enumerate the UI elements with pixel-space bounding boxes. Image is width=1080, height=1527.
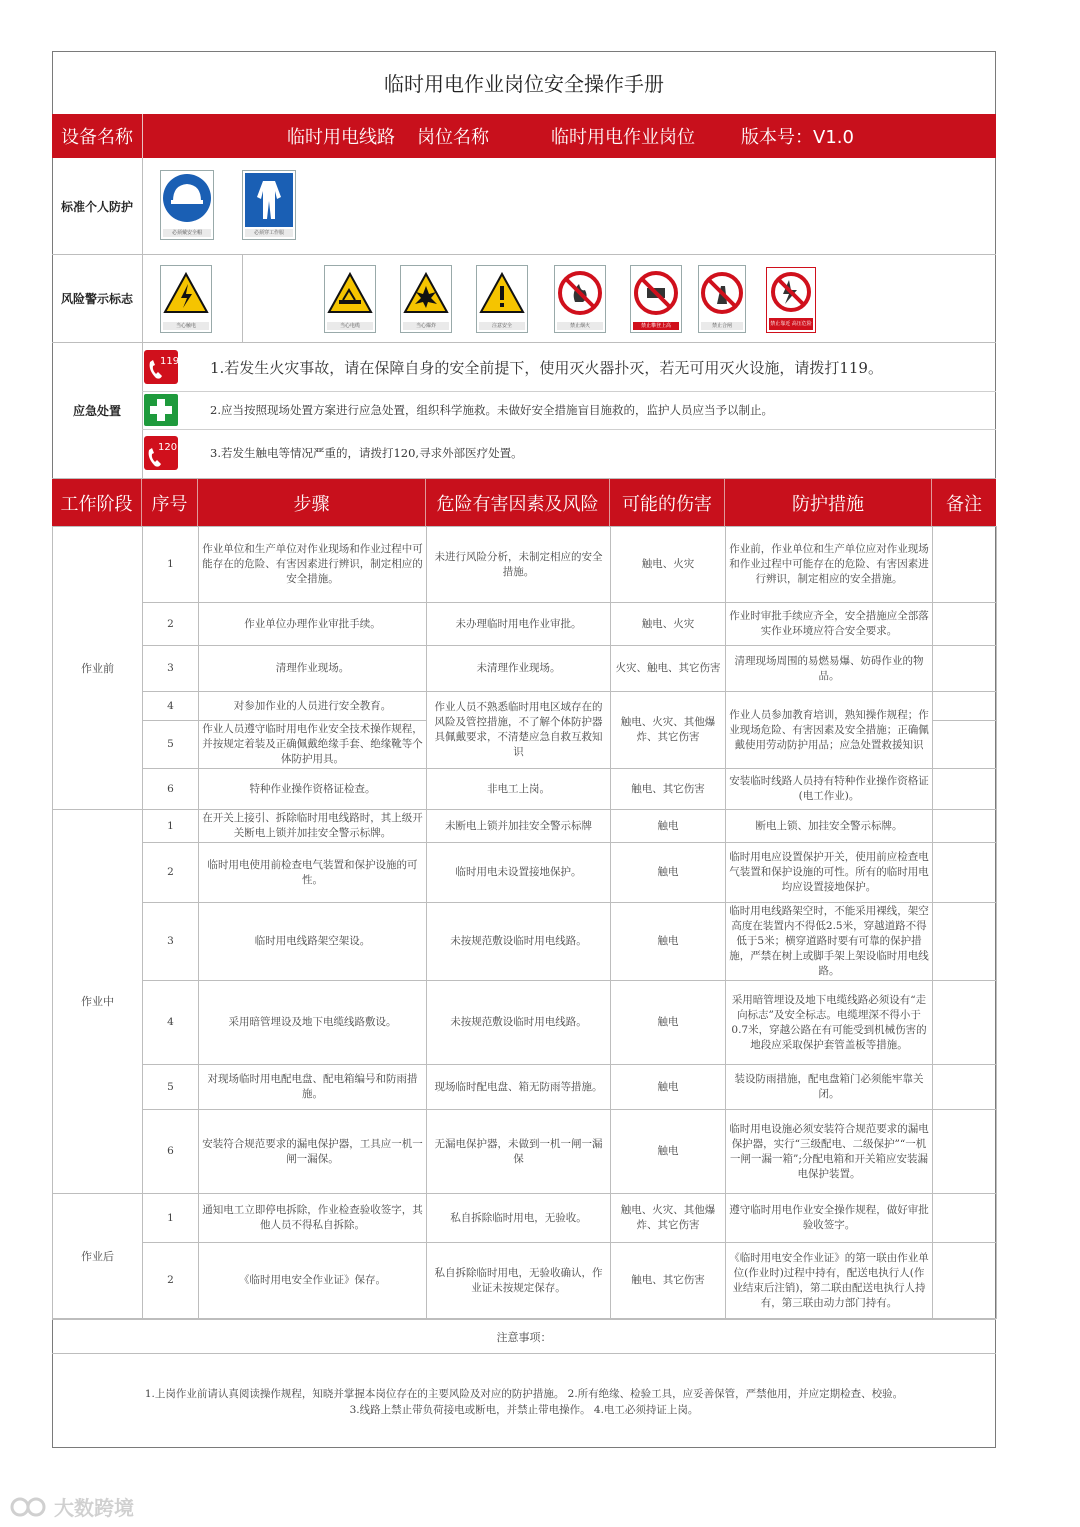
sign-caption: 禁止攀登上高 [633, 322, 679, 330]
injury-cell: 触电 [611, 903, 726, 981]
step-cell: 通知电工立即停电拆除，作业检查验收签字，其他人员不得私自拆除。 [199, 1194, 427, 1243]
no-touch-icon [698, 265, 746, 333]
measure-cell: 临时用电线路架空时，不能采用裸线，架空高度在装置内不得低2.5米，穿越道路不得低于5米；横穿道路时要有可靠的保护措施，严禁在树上或脚手架上架设临时用电线路。 [726, 903, 933, 981]
step-cell: 安装符合规范要求的漏电保护器，工具应一机一闸一漏保。 [199, 1110, 427, 1194]
injury-cell: 火灾、触电、其它伤害 [611, 646, 726, 692]
hazard-cell: 私自拆除临时用电，无验收确认，作业证未按规定保存。 [427, 1243, 611, 1319]
step-cell: 在开关上接引、拆除临时用电线路时，其上级开关断电上锁并加挂安全警示标牌。 [199, 810, 427, 843]
hazard-cell: 现场临时配电盘、箱无防雨等措施。 [427, 1065, 611, 1110]
measure-cell: 遵守临时用电作业安全操作规程，做好审批验收签字。 [726, 1194, 933, 1243]
step-cell: 对现场临时用电配电盘、配电箱编号和防雨措施。 [199, 1065, 427, 1110]
notes-heading: 注意事项： [52, 1319, 996, 1354]
note-cell [933, 1243, 997, 1319]
injury-cell: 触电 [611, 1065, 726, 1110]
electric-cable-warning-icon [324, 265, 376, 333]
divider [242, 255, 243, 342]
device-value: 临时用电线路 [287, 127, 395, 148]
hazard-cell: 非电工上岗。 [427, 769, 611, 810]
svg-text:120: 120 [158, 442, 178, 453]
measure-cell: 清理现场周围的易燃易爆、妨碍作业的物品。 [726, 646, 933, 692]
measure-cell: 《临时用电安全作业证》的第一联由作业单位(作业时)过程中持有，配送电执行人(作业结束后注销)，第二联由配送电执行人持有，第三联由动力部门持有。 [726, 1243, 933, 1319]
column-header: 危险有害因素及风险 [426, 479, 610, 526]
note-cell [933, 981, 997, 1065]
warning-label: 风险警示标志 [52, 255, 143, 342]
note-cell [933, 810, 997, 843]
column-header: 备注 [946, 493, 982, 515]
note-cell [933, 1065, 997, 1110]
injury-cell: 触电 [611, 981, 726, 1065]
step-cell: 作业单位办理作业审批手续。 [199, 603, 427, 646]
svg-text:119: 119 [160, 356, 178, 367]
note-cell [933, 843, 997, 903]
injury-cell: 触电、火灾、其他爆炸、其它伤害 [611, 1194, 726, 1243]
note-cell [933, 721, 997, 769]
helmet-icon [160, 170, 214, 240]
table-row [53, 646, 997, 692]
step-cell: 临时用电使用前检查电气装置和保护设施的可性。 [199, 843, 427, 903]
measure-cell: 作业时审批手续应齐全，安全措施应全部落实作业环境应符合安全要求。 [726, 603, 933, 646]
note-cell [933, 769, 997, 810]
table-row [53, 903, 997, 981]
caution-warning-icon [476, 265, 528, 333]
table-row [53, 981, 997, 1065]
row-number: 4 [143, 981, 199, 1065]
injury-cell: 触电、火灾、其他爆炸、其它伤害 [611, 692, 726, 769]
measure-cell: 断电上锁、加挂安全警示标牌。 [726, 810, 933, 843]
injury-cell: 触电 [611, 810, 726, 843]
table-row [53, 1243, 997, 1319]
hazard-cell: 临时用电未设置接地保护。 [427, 843, 611, 903]
column-header: 可能的伤害 [610, 479, 725, 526]
table-row [53, 527, 997, 603]
sign-caption: 注意安全 [479, 322, 525, 330]
step-cell: 作业单位和生产单位对作业现场和作业过程中可能存在的危险、有害因素进行辨识，制定相应的安全措施。 [199, 527, 427, 603]
table-header [52, 479, 996, 526]
hazard-cell: 作业人员不熟悉临时用电区域存在的风险及管控措施，不了解个体防护器具佩戴要求，不清楚应急自救互救知识 [427, 692, 611, 769]
sign-caption: 当心爆炸 [403, 322, 449, 330]
hazard-cell: 未办理临时用电作业审批。 [427, 603, 611, 646]
no-climbing-icon [630, 265, 682, 333]
emergency-text: 2.应当按照现场处置方案进行应急处置，组织科学施救。未做好安全措施盲目施救的，监护人员应当予以制止。 [210, 403, 773, 417]
emergency-label: 应急处置 [52, 343, 143, 478]
row-number: 3 [143, 903, 199, 981]
column-header: 步骤 [198, 479, 426, 526]
measure-cell: 采用暗管埋设及地下电缆线路必须设有“走向标志”及安全标志。电缆埋深不得小于0.7米，穿越公路在有可能受到机械伤害的地段应采取保护套管盖板等措施。 [726, 981, 933, 1065]
step-cell: 作业人员遵守临时用电作业安全技术操作规程，并按规定着装及正确佩戴绝缘手套、绝缘靴等个体防护用具。 [199, 721, 427, 769]
emergency-section [52, 343, 996, 479]
row-number: 6 [143, 1110, 199, 1194]
step-cell: 采用暗管埋设及地下电缆线路敷设。 [199, 981, 427, 1065]
hazard-cell: 私自拆除临时用电，无验收。 [427, 1194, 611, 1243]
watermark-text: 大数跨境 [54, 1496, 134, 1520]
row-number: 2 [143, 603, 199, 646]
measure-cell: 安装临时线路人员持有特种作业操作资格证(电工作业)。 [726, 769, 933, 810]
measure-cell: 作业前，作业单位和生产单位应对作业现场和作业过程中可能存在的危险、有害因素进行辨识，制定相应的安全措施。 [726, 527, 933, 603]
emergency-item [142, 391, 996, 430]
ppe-row [52, 158, 996, 255]
ppe-caption: 必须戴安全帽 [163, 229, 211, 237]
column-header: 工作阶段 [52, 479, 142, 526]
step-cell: 《临时用电安全作业证》保存。 [199, 1243, 427, 1319]
table-row [53, 810, 997, 843]
row-number: 2 [143, 1243, 199, 1319]
row-number: 2 [143, 843, 199, 903]
hazard-cell: 无漏电保护器，未做到一机一闸一漏保 [427, 1110, 611, 1194]
step-cell: 清理作业现场。 [199, 646, 427, 692]
no-fire-icon [554, 265, 606, 333]
measure-cell: 临时用电设施必须安装符合规范要求的漏电保护器，实行“三级配电、二级保护”“一机一闸一漏一箱”;分配电箱和开关箱应安装漏电保护装置。 [726, 1110, 933, 1194]
ppe-caption: 必须穿工作服 [245, 229, 293, 237]
row-number: 1 [143, 1194, 199, 1243]
row-number: 4 [143, 692, 199, 721]
measure-cell: 作业人员参加教育培训，熟知操作规程；作业现场危险、有害因素及安全措施；正确佩戴使用劳动防护用品；应急处置救援知识 [726, 692, 933, 769]
measure-cell: 装设防雨措施，配电盘箱门必须能牢靠关闭。 [726, 1065, 933, 1110]
hazard-cell: 未进行风险分析，未制定相应的安全措施。 [427, 527, 611, 603]
emergency-text: 3.若发生触电等情况严重的，请拨打120,寻求外部医疗处置。 [210, 446, 523, 460]
sign-caption: 当心触电 [163, 322, 209, 330]
workwear-icon [242, 170, 296, 240]
watermark-logo-icon [10, 1496, 48, 1518]
ppe-label: 标准个人防护 [52, 158, 143, 254]
injury-cell: 触电 [611, 1110, 726, 1194]
notes-line: 3.线路上禁止带负荷接电或断电，并禁止带电操作。 4.电工必须持证上岗。 [349, 1404, 699, 1416]
steps-table [52, 526, 997, 1319]
sign-caption: 禁止烟火 [557, 322, 603, 330]
column-header: 防护措施 [725, 479, 932, 526]
note-cell [933, 1194, 997, 1243]
stage-cell: 作业中 [53, 810, 143, 1194]
hazard-cell: 未清理作业现场。 [427, 646, 611, 692]
row-number: 3 [143, 646, 199, 692]
note-cell [933, 903, 997, 981]
explosion-warning-icon [400, 265, 452, 333]
emergency-text: 1.若发生火灾事故，请在保障自身的安全前提下，使用灭火器扑灭，若无可用灭火设施，请拨打119。 [210, 358, 883, 377]
stage-cell: 作业后 [53, 1194, 143, 1319]
notes-body [52, 1354, 996, 1450]
equipment-header-bar [52, 114, 996, 158]
column-header: 序号 [142, 479, 198, 526]
no-entry-high-voltage-icon [766, 267, 816, 333]
injury-cell: 触电、其它伤害 [611, 769, 726, 810]
sign-caption: 禁止合闸 [701, 322, 743, 330]
table-row [53, 1110, 997, 1194]
row-number: 1 [143, 527, 199, 603]
table-row [53, 769, 997, 810]
row-number: 6 [143, 769, 199, 810]
hazard-cell: 未按规范敷设临时用电线路。 [427, 981, 611, 1065]
sign-caption: 禁止靠近 高压危险 [769, 318, 813, 330]
watermark [10, 1492, 134, 1521]
notes-line: 1.上岗作业前请认真阅读操作规程，知晓并掌握本岗位存在的主要风险及对应的防护措施。 2.所有绝缘、检验工具，应妥善保管，严禁他用，并应定期检查、校验。 [144, 1388, 904, 1400]
step-cell: 临时用电线路架空架设。 [199, 903, 427, 981]
note-cell [933, 692, 997, 721]
fire-119-icon [144, 350, 178, 384]
note-cell [933, 603, 997, 646]
injury-cell: 触电、火灾 [611, 603, 726, 646]
table-row [53, 843, 997, 903]
table-row [53, 692, 997, 721]
emergency-item [142, 429, 996, 477]
version-label: 版本号：V1.0 [741, 127, 854, 148]
note-cell [933, 1110, 997, 1194]
injury-cell: 触电 [611, 843, 726, 903]
post-label: 岗位名称 [417, 127, 489, 148]
device-label: 设备名称 [52, 114, 143, 158]
hazard-cell: 未断电上锁并加挂安全警示标牌 [427, 810, 611, 843]
row-number: 5 [143, 1065, 199, 1110]
ambulance-120-icon [144, 436, 178, 470]
row-number: 1 [143, 810, 199, 843]
step-cell: 特种作业操作资格证检查。 [199, 769, 427, 810]
note-cell [933, 527, 997, 603]
injury-cell: 触电、其它伤害 [611, 1243, 726, 1319]
table-row [53, 603, 997, 646]
electric-shock-warning-icon [160, 265, 212, 333]
post-value: 临时用电作业岗位 [551, 127, 695, 148]
note-cell [933, 646, 997, 692]
warning-row [52, 255, 996, 343]
first-aid-icon [144, 394, 178, 426]
injury-cell: 触电、火灾 [611, 527, 726, 603]
safety-manual [52, 51, 996, 1450]
emergency-item [142, 343, 996, 392]
measure-cell: 临时用电应设置保护开关，使用前应检查电气装置和保护设施的可性。所有的临时用电均应设置接地保护。 [726, 843, 933, 903]
document-title: 临时用电作业岗位安全操作手册 [384, 72, 664, 96]
sign-caption: 当心电缆 [327, 322, 373, 330]
hazard-cell: 未按规范敷设临时用电线路。 [427, 903, 611, 981]
step-cell: 对参加作业的人员进行安全教育。 [199, 692, 427, 721]
row-number: 5 [143, 721, 199, 769]
table-row [53, 1194, 997, 1243]
stage-cell: 作业前 [53, 527, 143, 810]
table-row [53, 1065, 997, 1110]
